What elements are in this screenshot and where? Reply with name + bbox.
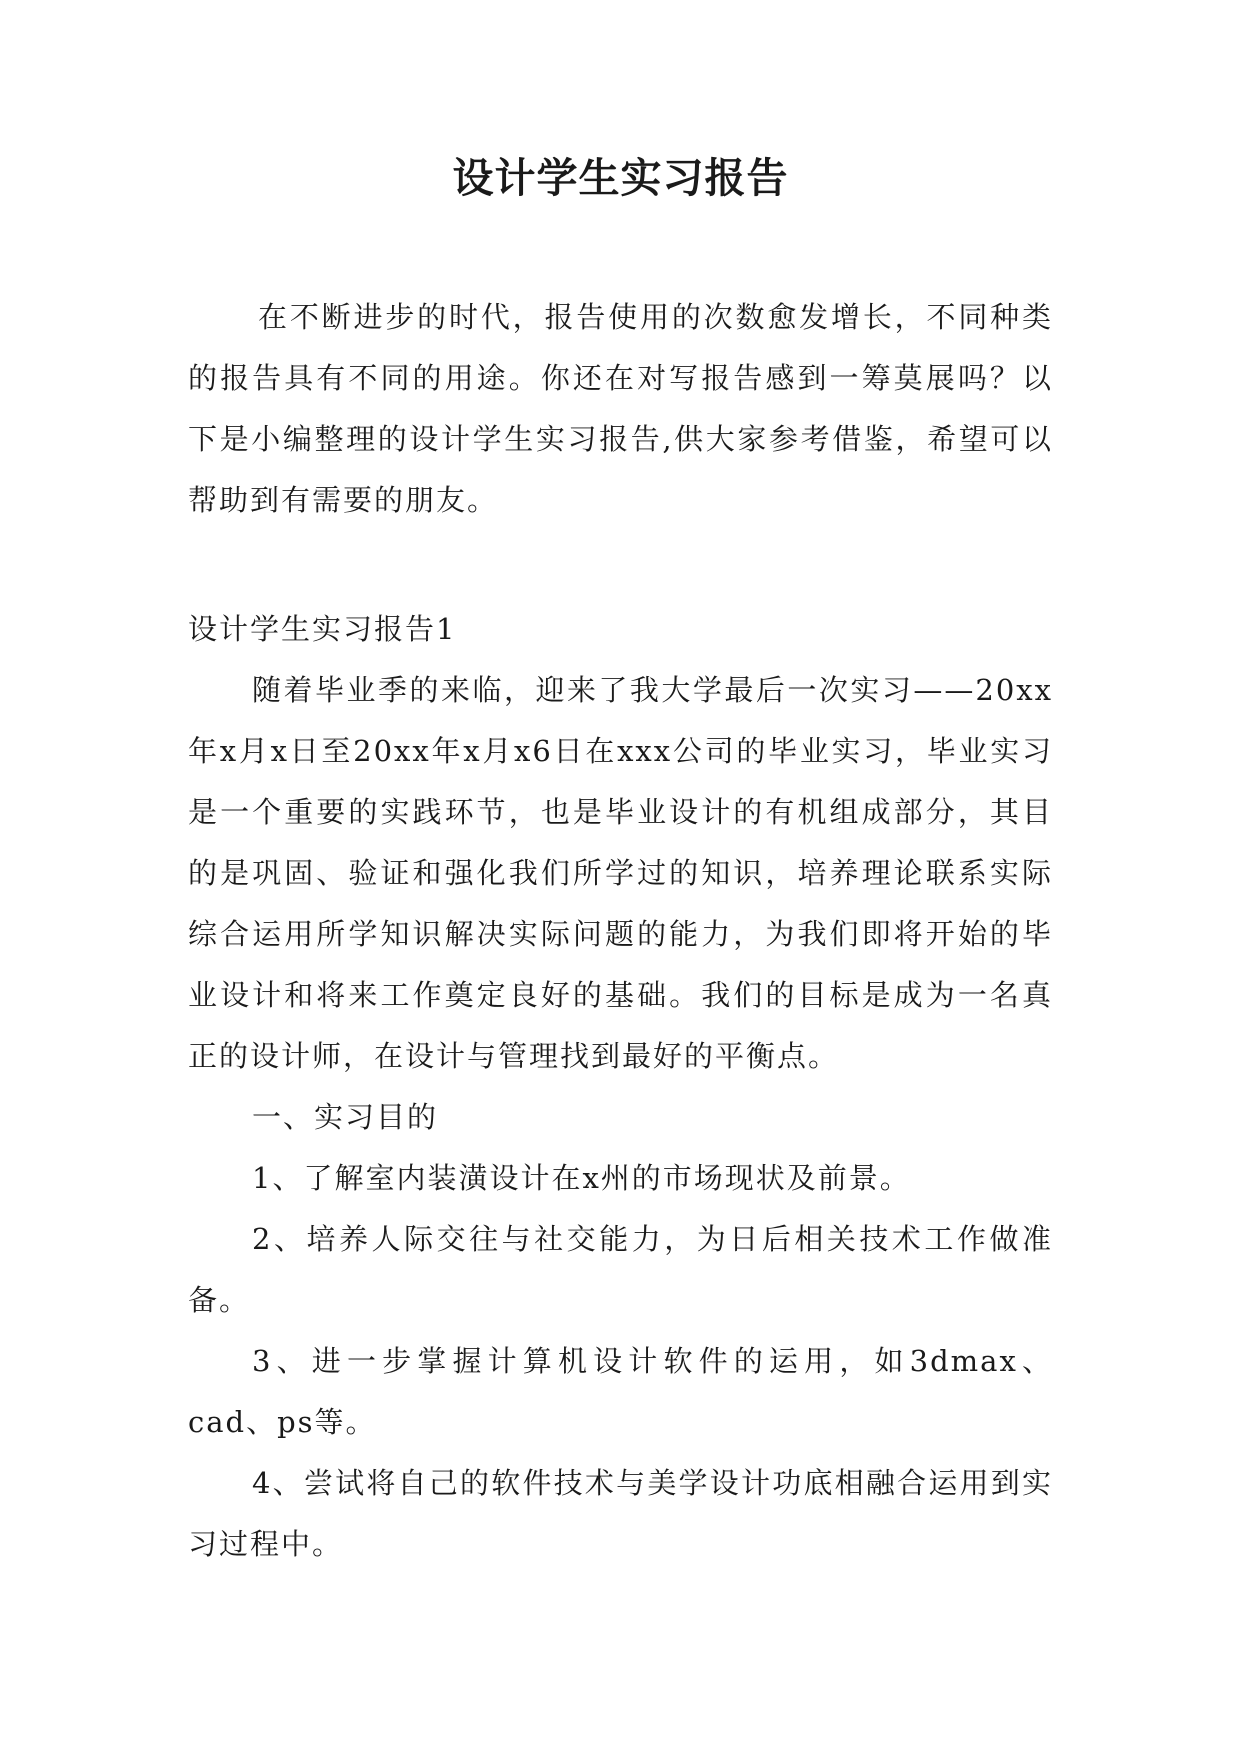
objective-item-4: 4、尝试将自己的软件技术与美学设计功底相融合运用到实习过程中。 [188, 1466, 1053, 1561]
objective-item-2: 2、培养人际交往与社交能力，为日后相关技术工作做准备。 [188, 1222, 1053, 1317]
intro-paragraph: 在不断进步的时代，报告使用的次数愈发增长，不同种类的报告具有不同的用途。你还在对写报告感到一筹莫展吗？以下是小编整理的设计学生实习报告,供大家参考借鉴，希望可以帮助到有需要的朋友。 [188, 300, 1053, 517]
spacer [188, 531, 1053, 599]
objective-item-3: 3、进一步掌握计算机设计软件的运用，如3dmax、cad、ps等。 [188, 1344, 1053, 1439]
document-body [188, 287, 1053, 1575]
body-paragraph-1: 随着毕业季的来临，迎来了我大学最后一次实习——20xx年x月x日至20xx年x月x6日在xxx公司的毕业实习，毕业实习是一个重要的实践环节，也是毕业设计的有机组成部分，其目的是巩固、验证和强化我们所学过的知识，培养理论联系实际综合运用所学知识解决实际问题的能力，为我们即将开始的毕业设计和将来工作奠定良好的基础。我们的目标是成为一名真正的设计师，在设计与管理找到最好的平衡点。 [188, 673, 1053, 1073]
section-heading: 设计学生实习报告1 [188, 612, 457, 646]
section-subtitle-objectives: 一、实习目的 [252, 1100, 439, 1134]
objective-item-1: 1、了解室内装潢设计在x州的市场现状及前景。 [252, 1161, 911, 1195]
document-title: 设计学生实习报告 [452, 154, 789, 202]
